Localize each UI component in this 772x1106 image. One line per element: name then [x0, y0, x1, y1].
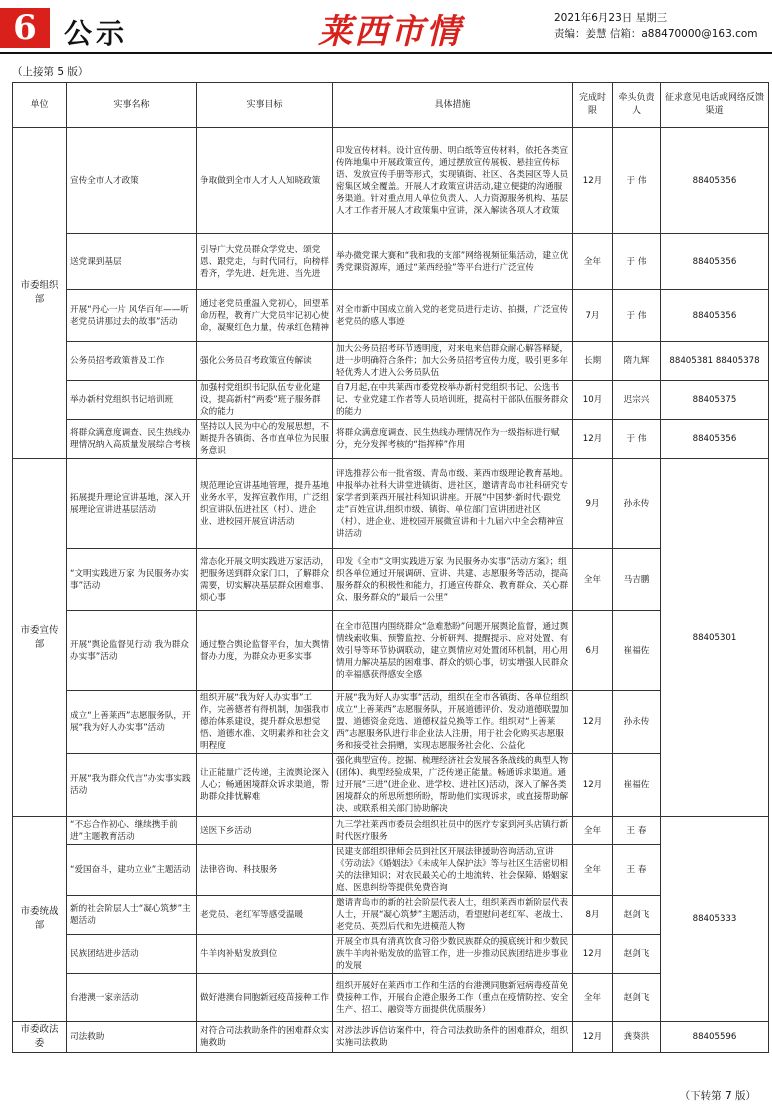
- table-row: [13, 342, 769, 381]
- item-measure-cell: 邀请青岛市的新的社会阶层代表人士，组织莱西市新阶层代表人士，开展“凝心筑梦”主题活动，看望慰问老红军、老战士、老党员、英烈后代和先进模范人物: [333, 896, 573, 935]
- public-notice-table: [12, 82, 769, 1053]
- item-measure-cell: 强化典型宣传。挖掘、梳理经济社会发展各条战线的典型人物(团体)、典型经验成果，广泛传递正能量。畅通诉求渠道。通过开展“三进”(进企业、进学校、进社区)活动，深入了解各类困境群众的所思所想所盼，帮助他们实现诉求，或直接帮助解决、或联系相关部门协助解决: [333, 754, 573, 817]
- item-deadline-cell: 12月: [573, 128, 613, 234]
- newspaper-masthead: 莱西市情: [318, 12, 462, 52]
- item-lead-cell: 赵剑飞: [613, 935, 661, 974]
- item-lead-cell: 迟宗兴: [613, 381, 661, 420]
- issue-date: 2021年6月23日 星期三: [554, 12, 668, 24]
- item-goal-cell: 常态化开展文明实践进万家活动，把服务送到群众家门口，了解群众需要，切实解决基层群众困难事、烦心事: [197, 549, 333, 611]
- table-row: [13, 459, 769, 549]
- item-goal-cell: 牛羊肉补贴发放到位: [197, 935, 333, 974]
- item-name-cell: 司法救助: [67, 1022, 197, 1053]
- table-row: [13, 896, 769, 935]
- item-name-cell: 开展“舆论监督见行动 我为群众办实事”活动: [67, 611, 197, 691]
- feedback-phone-cell: 88405356: [661, 290, 769, 342]
- item-name-cell: 举办新村党组织书记培训班: [67, 381, 197, 420]
- col-header-deadline: 完成时限: [573, 83, 613, 128]
- unit-cell: 市委政法委: [13, 1022, 67, 1053]
- item-goal-cell: 通过老党员重温入党初心，回望革命历程，教育广大党员牢记初心使命，凝聚红色力量，传承红色精神: [197, 290, 333, 342]
- continued-to-note: （下转第 7 版）: [679, 1090, 756, 1102]
- header-rule: [0, 52, 772, 54]
- col-header-goal: 实事目标: [197, 83, 333, 128]
- page-header: [0, 0, 772, 56]
- unit-cell: 市委宣传部: [13, 459, 67, 817]
- feedback-phone-cell: 88405333: [661, 817, 769, 1022]
- item-name-cell: 民族团结进步活动: [67, 935, 197, 974]
- col-header-lead: 牵头负责人: [613, 83, 661, 128]
- item-deadline-cell: 全年: [573, 549, 613, 611]
- item-deadline-cell: 10月: [573, 381, 613, 420]
- item-lead-cell: 王 春: [613, 845, 661, 896]
- item-lead-cell: 王 春: [613, 817, 661, 845]
- item-goal-cell: 规范理论宣讲基地管理，提升基地业务水平，发挥宣教作用，广泛组织宣讲队伍进社区（村）、进企业、进校园开展宣讲活动: [197, 459, 333, 549]
- item-goal-cell: 通过整合舆论监督平台，加大舆情督办力度，为群众办更多实事: [197, 611, 333, 691]
- item-goal-cell: 强化公务员召考政策宣传解读: [197, 342, 333, 381]
- feedback-phone-cell: 88405375: [661, 381, 769, 420]
- feedback-phone-cell: 88405381 88405378: [661, 342, 769, 381]
- item-measure-cell: 印发宣传材料。设计宣传册、明白纸等宣传材料，依托各类宣传阵地集中开展政策宣传，通过摆放宣传展板、悬挂宣传标语、发放宣传手册等形式，实现镇街、社区、各类园区等人员密集区域全覆盖。开展人才政策宣讲活动,建立便捷的沟通服务渠道。针对重点用人单位负责人、人力资源服务机构、基层人才工作者开展人才政策集中宣讲，深入解读各项人才政策: [333, 128, 573, 234]
- table-row: [13, 611, 769, 691]
- col-header-phone: 征求意见电话或网络反馈渠道: [661, 83, 769, 128]
- item-measure-cell: 自7月起,在中共莱西市委党校举办新村党组织书记、公选书记、专业党建工作者等人员培训班，提高村干部队伍服务群众的能力: [333, 381, 573, 420]
- table-row: [13, 974, 769, 1022]
- item-deadline-cell: 9月: [573, 459, 613, 549]
- item-name-cell: 将群众满意度调查、民生热线办理情况纳入高质量发展综合考核: [67, 420, 197, 459]
- item-goal-cell: 老党员、老红军等感受温暖: [197, 896, 333, 935]
- item-measure-cell: 在全市范围内围绕群众“急难愁盼”问题开展舆论监督，通过舆情线索收集、预警监控、分析研判、提醒提示、应对处置、有效引导等环节协调联动，建立舆情应对处置闭环机制，用心用情用力解决基层的困难事、群众的烦心事，切实增强人民群众的幸福感获得感安全感: [333, 611, 573, 691]
- table-row: [13, 845, 769, 896]
- item-name-cell: 成立“上善莱西”志愿服务队，开展“我为好人办实事”活动: [67, 691, 197, 754]
- item-lead-cell: 孙永传: [613, 691, 661, 754]
- col-header-name: 实事名称: [67, 83, 197, 128]
- item-measure-cell: 对全市新中国成立前入党的老党员进行走访、拍摄，广泛宣传老党员的感人事迹: [333, 290, 573, 342]
- item-goal-cell: 让正能量广泛传递，主流舆论深入人心；畅通困境群众诉求渠道，帮助群众排忧解难: [197, 754, 333, 817]
- table-row: [13, 935, 769, 974]
- item-measure-cell: 开展全市具有清真饮食习俗少数民族群众的摸底统计和少数民族牛羊肉补贴发放的监管工作，进一步推动民族团结进步事业的发展: [333, 935, 573, 974]
- item-lead-cell: 崔福佐: [613, 611, 661, 691]
- item-name-cell: 送党课到基层: [67, 234, 197, 290]
- item-goal-cell: 坚持以人民为中心的发展思想，不断提升各镇街、各市直单位为民服务意识: [197, 420, 333, 459]
- table-row: [13, 691, 769, 754]
- item-deadline-cell: 7月: [573, 290, 613, 342]
- item-goal-cell: 送医下乡活动: [197, 817, 333, 845]
- section-title: 公示: [64, 17, 129, 50]
- item-lead-cell: 龚葵洪: [613, 1022, 661, 1053]
- item-deadline-cell: 长期: [573, 342, 613, 381]
- unit-cell: 市委组织部: [13, 128, 67, 459]
- item-lead-cell: 隋九辉: [613, 342, 661, 381]
- page-number-badge: 6: [0, 8, 50, 48]
- item-deadline-cell: 12月: [573, 420, 613, 459]
- item-measure-cell: 将群众满意度调查、民生热线办理情况作为一级指标进行赋分，充分发挥考核的“指挥棒”作用: [333, 420, 573, 459]
- item-name-cell: “文明实践进万家 为民服务办实事”活动: [67, 549, 197, 611]
- item-measure-cell: 组织开展好在莱西市工作和生活的台港澳同胞新冠病毒疫苗免费接种工作，开展台企港企服务工作（重点在疫情防控、安全生产、招工、融资等方面提供优质服务）: [333, 974, 573, 1022]
- table-row: [13, 420, 769, 459]
- item-name-cell: 开展“我为群众代言”办实事实践活动: [67, 754, 197, 817]
- item-measure-cell: 开展“我为好人办实事”活动，组织在全市各镇街、各单位组织成立“上善莱西”志愿服务队，开展道德评价、发动道德联盟加盟、道德资金竞选、道德权益兑换等工作。组织对“上善莱西”志愿服务队进行非企业法人注册，用于社会化购买志愿服务和接受社会捐赠，实现志愿服务社会化、公益化: [333, 691, 573, 754]
- feedback-phone-cell: 88405356: [661, 420, 769, 459]
- item-deadline-cell: 全年: [573, 234, 613, 290]
- item-measure-cell: 九三学社莱西市委员会组织社员中的医疗专家到河头店镇行新时代医疗服务: [333, 817, 573, 845]
- item-deadline-cell: 8月: [573, 896, 613, 935]
- table-row: [13, 754, 769, 817]
- table-header-row: [13, 83, 769, 128]
- item-deadline-cell: 12月: [573, 754, 613, 817]
- col-header-measure: 具体措施: [333, 83, 573, 128]
- item-lead-cell: 于 伟: [613, 420, 661, 459]
- item-goal-cell: 组织开展“我为好人办实事”工作，完善德者有得机制，加强我市德治体系建设，提升群众思想觉悟、道德水准、文明素养和社会文明程度: [197, 691, 333, 754]
- table-row: [13, 1022, 769, 1053]
- item-lead-cell: 于 伟: [613, 290, 661, 342]
- item-measure-cell: 评选推荐公布一批省级、青岛市级、莱西市级理论教育基地。申报举办社科大讲堂进镇街、进社区，邀请青岛市社科研究专家学者到莱西开展社科知识讲座。开展“中国梦·新时代·跟党走”百姓宣讲,组织市级、镇街、单位部门宣讲团进社区（村）、进企业、进校园开展微宣讲和十九届六中全会精神宣讲活动: [333, 459, 573, 549]
- item-lead-cell: 于 伟: [613, 234, 661, 290]
- item-name-cell: “不忘合作初心、继续携手前进”主题教育活动: [67, 817, 197, 845]
- table-row: [13, 234, 769, 290]
- table-row: [13, 128, 769, 234]
- col-header-unit: 单位: [13, 83, 67, 128]
- item-deadline-cell: 12月: [573, 1022, 613, 1053]
- item-lead-cell: 赵剑飞: [613, 896, 661, 935]
- item-deadline-cell: 全年: [573, 974, 613, 1022]
- item-name-cell: 新的社会阶层人士“凝心筑梦”主题活动: [67, 896, 197, 935]
- editor-info: 责编：姜慧 信箱：a88470000@163.com: [554, 28, 758, 40]
- item-lead-cell: 赵剑飞: [613, 974, 661, 1022]
- item-goal-cell: 法律咨询、科技服务: [197, 845, 333, 896]
- item-measure-cell: 举办微党课大赛和“我和我的支部”网络视频征集活动，建立优秀党课资源库，通过“莱西经验”等平台进行广泛宣传: [333, 234, 573, 290]
- item-lead-cell: 于 伟: [613, 128, 661, 234]
- item-lead-cell: 马吉鹏: [613, 549, 661, 611]
- item-name-cell: 台港澳一家亲活动: [67, 974, 197, 1022]
- item-measure-cell: 民建支部组织律师会员到社区开展法律援助咨询活动,宣讲《劳动法》《婚姻法》《未成年人保护法》等与社区生活密切相关的法律知识；对农民最关心的土地流转、社会保障、婚姻家庭、医患纠纷等提供免费咨询: [333, 845, 573, 896]
- item-name-cell: 开展“丹心一片 风华百年——听老党员讲那过去的故事”活动: [67, 290, 197, 342]
- item-deadline-cell: 12月: [573, 935, 613, 974]
- item-goal-cell: 引导广大党员群众学党史、颂党恩、跟党走，与时代同行，向榜样看齐，学先进、赶先进、当先进: [197, 234, 333, 290]
- table-body: [13, 128, 769, 1053]
- continued-from-note: （上接第 5 版）: [12, 66, 89, 78]
- item-deadline-cell: 6月: [573, 611, 613, 691]
- table-row: [13, 549, 769, 611]
- item-measure-cell: 印发《全市“文明实践进万家 为民服务办实事”活动方案》；组织各单位通过开展调研、宣讲、共建、志愿服务等活动，提高服务群众的积极性和能力，打通宣传群众、教育群众、关心群众、服务群众的“最后一公里”: [333, 549, 573, 611]
- item-goal-cell: 做好港澳台同胞新冠疫苗接种工作: [197, 974, 333, 1022]
- item-name-cell: 拓展提升理论宣讲基地，深入开展理论宣讲进基层活动: [67, 459, 197, 549]
- unit-cell: 市委统战部: [13, 817, 67, 1022]
- feedback-phone-cell: 88405356: [661, 128, 769, 234]
- dateline: [554, 10, 758, 42]
- feedback-phone-cell: 88405596: [661, 1022, 769, 1053]
- table-row: [13, 381, 769, 420]
- item-lead-cell: 崔福佐: [613, 754, 661, 817]
- item-deadline-cell: 全年: [573, 845, 613, 896]
- item-name-cell: 宣传全市人才政策: [67, 128, 197, 234]
- item-deadline-cell: 12月: [573, 691, 613, 754]
- item-lead-cell: 孙永传: [613, 459, 661, 549]
- item-goal-cell: 加强村党组织书记队伍专业化建设，提高新村“两委”班子服务群众的能力: [197, 381, 333, 420]
- feedback-phone-cell: 88405301: [661, 459, 769, 817]
- table-row: [13, 290, 769, 342]
- item-name-cell: 公务员招考政策普及工作: [67, 342, 197, 381]
- item-deadline-cell: 全年: [573, 817, 613, 845]
- item-name-cell: “爱国奋斗，建功立业”主题活动: [67, 845, 197, 896]
- item-measure-cell: 加大公务员招考环节透明度，对来电来信群众耐心解答释疑，进一步明确符合条件；加大公务员招考宣传力度，吸引更多年轻优秀人才进入公务员队伍: [333, 342, 573, 381]
- item-measure-cell: 对涉法涉诉信访案件中，符合司法救助条件的困难群众，组织实施司法救助: [333, 1022, 573, 1053]
- table-row: [13, 817, 769, 845]
- item-goal-cell: 对符合司法救助条件的困难群众实施救助: [197, 1022, 333, 1053]
- item-goal-cell: 争取做到全市人才人人知晓政策: [197, 128, 333, 234]
- feedback-phone-cell: 88405356: [661, 234, 769, 290]
